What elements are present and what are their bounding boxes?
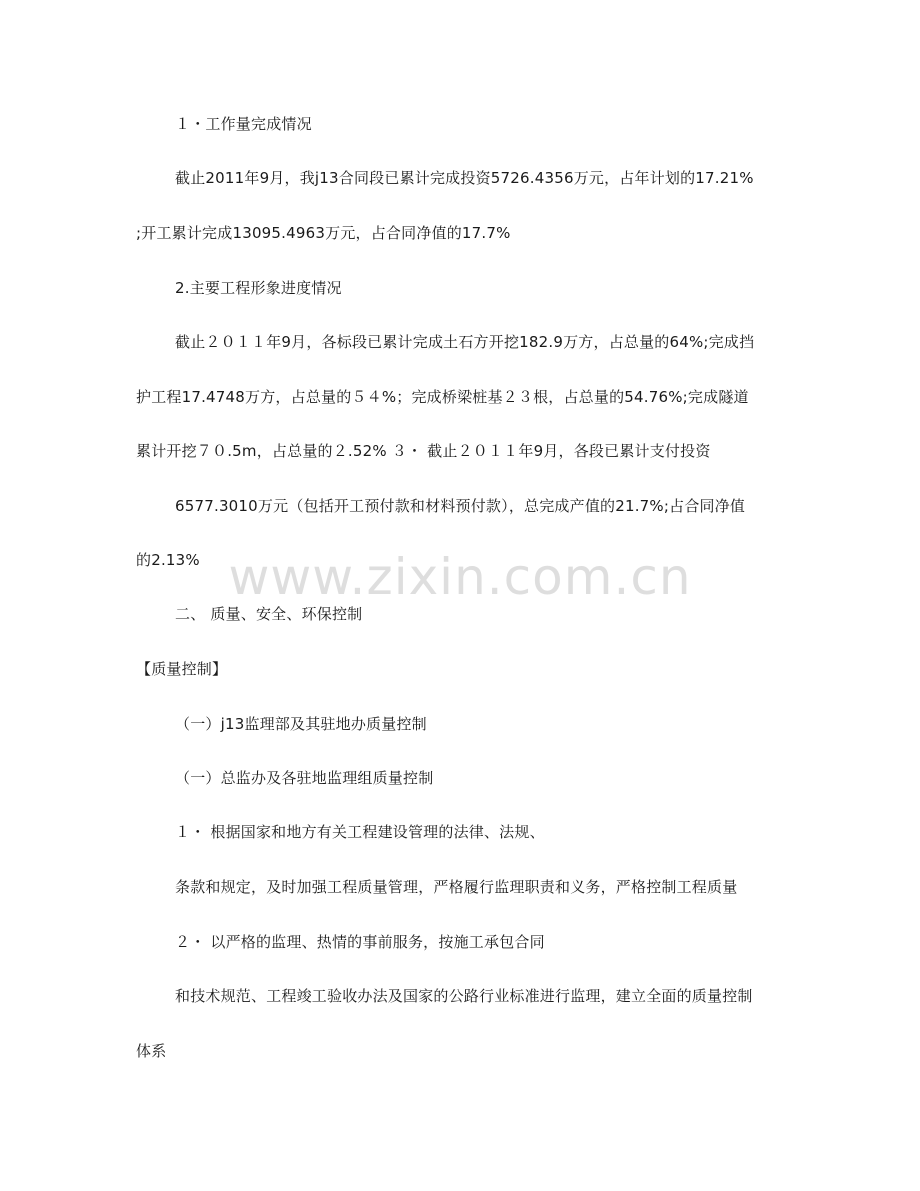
paragraph-line: 累计开挖７０.5m，占总量的２.52% ３・ 截止２０１１年9月，各段已累计支付投资 — [136, 442, 711, 460]
list-item: １・ 根据国家和地方有关工程建设管理的法律、法规、 — [175, 823, 545, 841]
paragraph-line: 截止２０１１年9月，各标段已累计完成土石方开挖182.9万方，占总量的64%;完成挡 — [175, 333, 755, 351]
subheading-line: （一）j13监理部及其驻地办质量控制 — [175, 715, 427, 733]
section-heading-quality-safety: 二、 质量、安全、环保控制 — [175, 605, 363, 623]
watermark: www.zixin.com.cn — [228, 548, 692, 606]
subheading-line: （一）总监办及各驻地监理组质量控制 — [175, 769, 434, 787]
section-heading-workload: １・工作量完成情况 — [175, 115, 312, 133]
section-heading-quality-control: 【质量控制】 — [136, 660, 228, 678]
section-heading-progress: 2.主要工程形象进度情况 — [175, 279, 342, 297]
paragraph-line: ;开工累计完成13095.4963万元，占合同净值的17.7% — [136, 224, 511, 242]
paragraph-line: 6577.3010万元（包括开工预付款和材料预付款），总完成产值的21.7%;占合同净值 — [175, 497, 746, 515]
paragraph-line: 截止2011年9月，我j13合同段已累计完成投资5726.4356万元，占年计划的17.21% — [175, 169, 754, 187]
paragraph-line: 条款和规定，及时加强工程质量管理，严格履行监理职责和义务，严格控制工程质量 — [175, 878, 738, 896]
paragraph-line: 和技术规范、工程竣工验收办法及国家的公路行业标准进行监理，建立全面的质量控制 — [175, 987, 753, 1005]
paragraph-line: 体系 — [136, 1042, 167, 1060]
paragraph-line: 护工程17.4748万方，占总量的５４%；完成桥梁桩基２３根，占总量的54.76%;完成隧道 — [136, 388, 749, 406]
list-item: ２・ 以严格的监理、热情的事前服务，按施工承包合同 — [175, 933, 545, 951]
paragraph-line: 的2.13% — [136, 551, 200, 569]
